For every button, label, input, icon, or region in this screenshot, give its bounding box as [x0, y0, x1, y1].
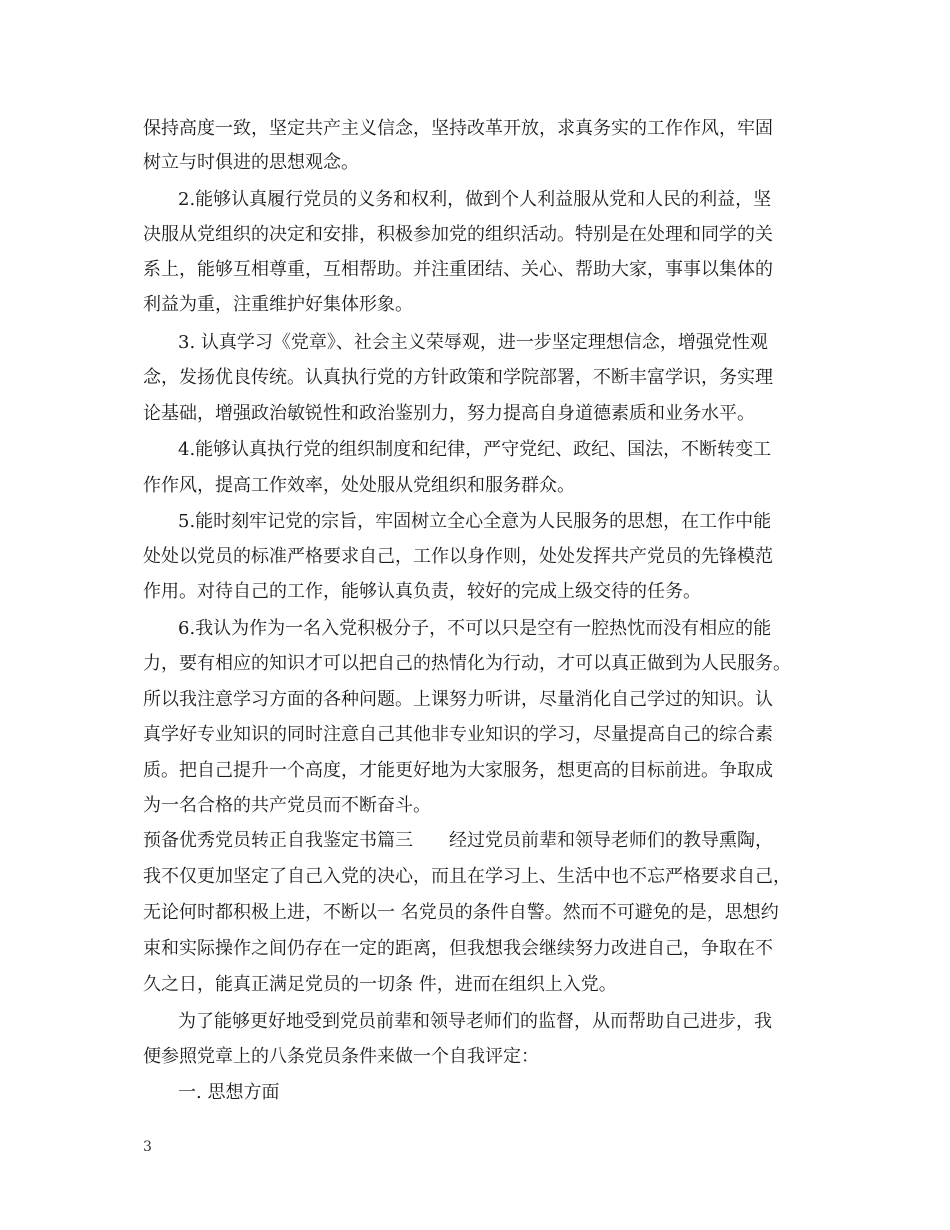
text-line: 利益为重，注重维护好集体形象。 — [143, 294, 413, 315]
text-line: 束和实际操作之间仍存在一定的距离，但我想我会继续努力改进自己，争取在不 — [143, 938, 773, 959]
text-line: 系上，能够互相尊重，互相帮助。并注重团结、关心、帮助大家，事事以集体的 — [143, 259, 773, 280]
text-line: 作用。对待自己的工作，能够认真负责，较好的完成上级交待的任务。 — [143, 581, 701, 602]
text-line: 便参照党章上的八条党员条件来做一个自我评定： — [143, 1046, 539, 1067]
text-line: 4.能够认真执行党的组织制度和纪律，严守党纪、政纪、国法，不断转变工 — [178, 439, 772, 460]
text-line: 2.能够认真履行党员的义务和权利，做到个人利益服从党和人民的利益，坚 — [178, 189, 772, 210]
text-line: 我不仅更加坚定了自己入党的决心，而且在学习上、生活中也不忘严格要求自己， — [143, 866, 791, 887]
text-line: 6.我认为作为一名入党积极分子，不可以只是空有一腔热忱而没有相应的能 — [178, 618, 772, 639]
text-line: 为了能够更好地受到党员前辈和领导老师们的监督，从而帮助自己进步，我 — [178, 1011, 772, 1032]
text-line: 3. 认真学习《党章》、社会主义荣辱观，进一步坚定理想信念，增强党性观 — [178, 332, 768, 353]
text-line: 处处以党员的标准严格要求自己，工作以身作则，处处发挥共产党员的先锋模范 — [143, 546, 773, 567]
text-line: 树立与时俱进的思想观念。 — [143, 152, 359, 173]
text-line: 念，发扬优良传统。认真执行党的方针政策和学院部署，不断丰富学识，务实理 — [143, 367, 773, 388]
text-line: 为一名合格的共产党员而不断奋斗。 — [143, 795, 431, 816]
text-line: 5.能时刻牢记党的宗旨，牢固树立全心全意为人民服务的思想，在工作中能 — [178, 511, 772, 532]
text-line: 所以我注意学习方面的各种问题。上课努力听讲，尽量消化自己学过的知识。认 — [143, 689, 773, 710]
text-line: 作作风，提高工作效率，处处服从党组织和服务群众。 — [143, 475, 575, 496]
subheading-line: 一. 思想方面 — [178, 1082, 280, 1103]
text-line: 久之日，能真正满足党员的一切条 件，进而在组织上入党。 — [143, 974, 617, 995]
page-number: 3 — [143, 1139, 152, 1155]
text-line: 质。把自己提升一个高度，才能更好地为大家服务，想更高的目标前进。争取成 — [143, 760, 773, 781]
text-line: 决服从党组织的决定和安排，积极参加党的组织活动。特别是在处理和同学的关 — [143, 224, 773, 245]
text-line: 力，要有相应的知识才可以把自己的热情化为行动，才可以真正做到为人民服务。 — [143, 653, 791, 674]
text-line: 无论何时都积极上进，不断以一 名党员的条件自警。然而不可避免的是，思想约 — [143, 902, 779, 923]
text-line: 保持高度一致，坚定共产主义信念，坚持改革开放，求真务实的工作作风，牢固 — [143, 118, 773, 139]
text-line: 论基础，增强政治敏锐性和政治鉴别力，努力提高自身道德素质和业务水平。 — [143, 403, 755, 424]
text-line: 真学好专业知识的同时注意自己其他非专业知识的学习，尽量提高自己的综合素 — [143, 724, 773, 745]
section-heading-line: 预备优秀党员转正自我鉴定书篇三 经过党员前辈和领导老师们的教导熏陶， — [143, 830, 773, 851]
